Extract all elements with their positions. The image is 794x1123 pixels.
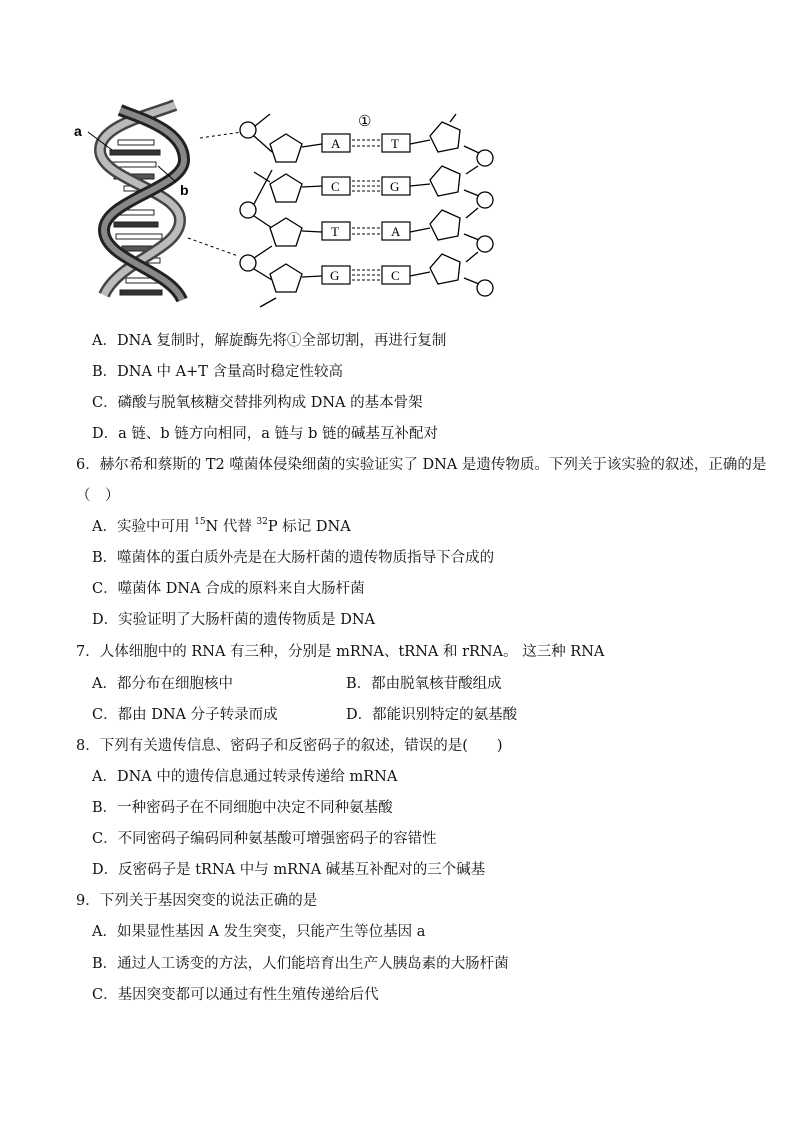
q6-option-d: D．实验证明了大肠杆菌的遗传物质是 DNA: [92, 612, 376, 628]
q8-stem: 8．下列有关遗传信息、密码子和反密码子的叙述，错误的是( ): [76, 738, 503, 754]
base-row3-left: T: [331, 224, 339, 239]
base-row3-right: A: [391, 224, 401, 239]
q8-option-d: D．反密码子是 tRNA 中与 mRNA 碱基互补配对的三个碱基: [92, 862, 486, 878]
q7-option-a: A．都分布在细胞核中: [92, 676, 233, 692]
q9-option-c: C．基因突变都可以通过有性生殖传递给后代: [92, 987, 379, 1003]
q6-option-b: B．噬菌体的蛋白质外壳是在大肠杆菌的遗传物质指导下合成的: [92, 550, 495, 566]
base-row4-right: C: [391, 268, 400, 283]
base-row4-left: G: [330, 268, 340, 283]
label-a: a: [74, 123, 82, 139]
q9-option-a: A．如果显性基因 A 发生突变，只能产生等位基因 a: [92, 924, 426, 940]
q7-option-b: B．都由脱氧核苷酸组成: [346, 676, 502, 692]
base-row2-left: C: [331, 179, 340, 194]
q6-option-a-mid: N 代替: [205, 519, 257, 535]
q6-stem: 6．赫尔希和蔡斯的 T2 噬菌体侵染细菌的实验证实了 DNA 是遗传物质。下列关于该实验的叙述，正确的是: [76, 457, 767, 473]
base-pair-schematic: [240, 114, 493, 307]
q5-option-a: A．DNA 复制时，解旋酶先将①全部切割，再进行复制: [92, 333, 447, 349]
q9-stem: 9．下列关于基因突变的说法正确的是: [76, 893, 318, 909]
base-row1-right: T: [391, 136, 399, 151]
q5-option-d: D．a 链、b 链方向相同，a 链与 b 链的碱基互补配对: [92, 426, 439, 442]
q7-option-c: C．都由 DNA 分子转录而成: [92, 707, 278, 723]
q5-option-c: C．磷酸与脱氧核糖交替排列构成 DNA 的基本骨架: [92, 395, 423, 411]
label-b: b: [180, 182, 189, 198]
isotope-15: 15: [194, 517, 206, 528]
q6-option-a-prefix: A．实验中可用: [92, 519, 195, 535]
base-row2-right: G: [390, 179, 400, 194]
q7-stem: 7．人体细胞中的 RNA 有三种，分别是 mRNA、tRNA 和 rRNA。 这三种 RNA: [76, 644, 605, 660]
q6-option-a-suffix: P 标记 DNA: [267, 519, 351, 535]
base-row1-left: A: [331, 136, 341, 151]
q7-option-d: D．都能识别特定的氨基酸: [346, 707, 518, 723]
isotope-32: 32: [256, 517, 268, 528]
q8-option-b: B．一种密码子在不同细胞中决定不同种氨基酸: [92, 800, 393, 816]
q9-option-b: B．通过人工诱变的方法，人们能培育出生产人胰岛素的大肠杆菌: [92, 956, 509, 972]
q6-answer-paren: （ ）: [76, 488, 120, 504]
double-helix-drawing: [74, 105, 242, 300]
marker-1: ①: [358, 114, 372, 130]
q5-option-b: B．DNA 中 A+T 含量高时稳定性较高: [92, 364, 344, 380]
q6-option-a: [92, 517, 351, 537]
q8-option-a: A．DNA 中的遗传信息通过转录传递给 mRNA: [92, 769, 398, 785]
q6-option-c: C．噬菌体 DNA 合成的原料来自大肠杆菌: [92, 581, 365, 597]
dna-structure-figure: [74, 100, 510, 310]
q8-option-c: C．不同密码子编码同种氨基酸可增强密码子的容错性: [92, 831, 437, 847]
